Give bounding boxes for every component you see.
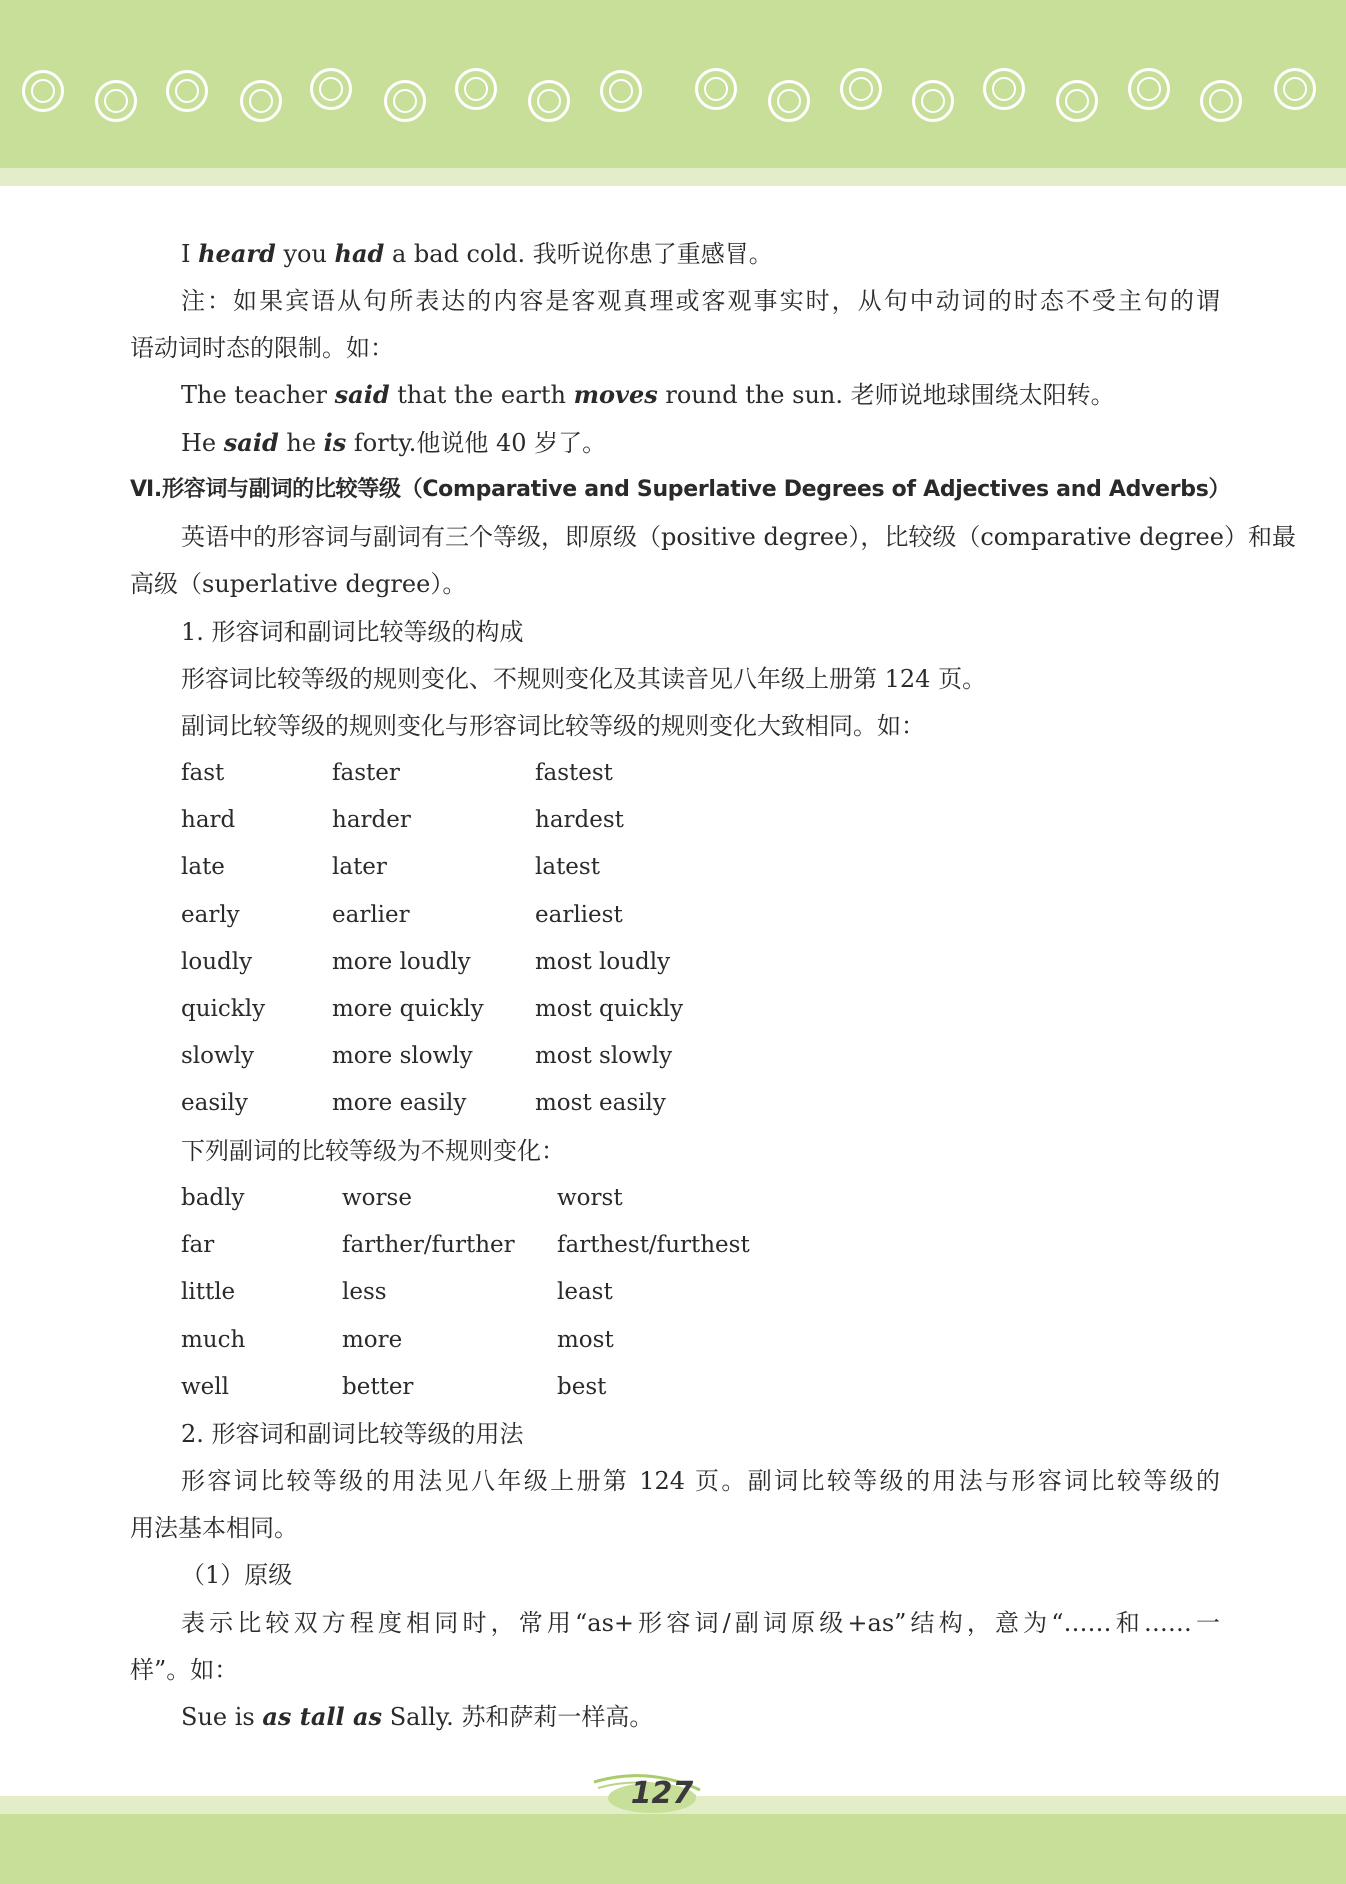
positive-form: slowly	[181, 1043, 255, 1070]
positive-form: badly	[181, 1185, 245, 1211]
irregular-intro: 下列副词的比较等级为不规则变化：	[181, 1137, 565, 1165]
positive-form: easily	[181, 1090, 248, 1117]
page-footer-band	[0, 1814, 1346, 1884]
keyword: had	[334, 239, 385, 268]
ring-icon	[1056, 80, 1098, 122]
subsection-title-usage: 2. 形容词和副词比较等级的用法	[181, 1420, 524, 1448]
superlative-form: most loudly	[535, 948, 671, 975]
intro-paragraph-line1: 英语中的形容词与副词有三个等级，即原级（positive degree），比较级（comparative degree）和最	[181, 523, 1296, 551]
superlative-form: least	[557, 1279, 613, 1306]
superlative-form: most easily	[535, 1090, 666, 1117]
ring-icon	[983, 68, 1025, 110]
formation-paragraph-1: 形容词比较等级的规则变化、不规则变化及其读音见八年级上册第 124 页。	[181, 665, 987, 693]
comparative-form: less	[342, 1279, 387, 1306]
comparative-form: more	[342, 1326, 403, 1353]
ring-icon	[1128, 68, 1170, 110]
keyword: moves	[573, 380, 658, 409]
positive-form: late	[181, 854, 225, 881]
usage-paragraph-line2: 用法基本相同。	[130, 1514, 298, 1542]
keyword: heard	[198, 239, 276, 268]
superlative-form: most slowly	[535, 1043, 673, 1070]
example-sentence-sue: Sue is as tall as Sally. 苏和萨莉一样高。	[181, 1702, 654, 1731]
ring-icon	[240, 80, 282, 122]
superlative-form: earliest	[535, 901, 623, 928]
comparative-form: better	[342, 1373, 414, 1400]
ring-icon	[1200, 80, 1242, 122]
positive-form: loudly	[181, 948, 253, 975]
ring-icon	[310, 68, 352, 110]
ring-icon	[1274, 68, 1316, 110]
positive-paragraph-line1: 表示比较双方程度相同时，常用“as+形容词/副词原级+as”结构，意为“……和……一	[181, 1609, 1220, 1637]
superlative-form: most	[557, 1326, 614, 1353]
example-sentence-forty: He said he is forty.他说他 40 岁了。	[181, 428, 607, 457]
positive-form: much	[181, 1326, 246, 1353]
example-sentence-heard: I heard you had a bad cold. 我听说你患了重感冒。	[181, 239, 773, 268]
keyword: said	[334, 380, 390, 409]
comparative-form: faster	[332, 760, 400, 786]
positive-form: quickly	[181, 996, 266, 1022]
positive-paragraph-line2: 样”。如：	[130, 1656, 239, 1684]
comparative-form: later	[332, 854, 387, 881]
comparative-form: more slowly	[332, 1043, 473, 1070]
positive-form: well	[181, 1373, 230, 1400]
note-paragraph-line2: 语动词时态的限制。如：	[130, 334, 394, 362]
keyword: as tall as	[262, 1702, 383, 1731]
page-number: 127	[630, 1776, 694, 1811]
superlative-form: hardest	[535, 807, 624, 834]
superlative-form: best	[557, 1373, 607, 1400]
positive-form: early	[181, 901, 240, 928]
comparative-form: more loudly	[332, 948, 471, 975]
positive-form: fast	[181, 760, 225, 786]
superlative-form: latest	[535, 854, 600, 881]
comparative-form: worse	[342, 1185, 412, 1211]
page-header-stripe	[0, 168, 1346, 186]
positive-form: little	[181, 1279, 236, 1306]
formation-paragraph-2: 副词比较等级的规则变化与形容词比较等级的规则变化大致相同。如：	[181, 712, 925, 740]
example-sentence-teacher: The teacher said that the earth moves round the sun. 老师说地球围绕太阳转。	[181, 380, 1115, 409]
superlative-form: fastest	[535, 760, 613, 786]
positive-degree-title: （1）原级	[181, 1561, 293, 1589]
section-heading: Ⅵ.形容词与副词的比较等级（Comparative and Superlative Degrees of Adjectives and Adverbs）	[130, 477, 1231, 502]
superlative-form: most quickly	[535, 996, 684, 1022]
superlative-form: farthest/furthest	[557, 1232, 750, 1259]
comparative-form: more easily	[332, 1090, 467, 1117]
intro-paragraph-line2: 高级（superlative degree）。	[130, 570, 467, 598]
keyword: is	[323, 428, 347, 457]
ring-icon	[912, 80, 954, 122]
ring-icon	[695, 68, 737, 110]
superlative-form: worst	[557, 1185, 623, 1211]
ring-icon	[384, 80, 426, 122]
ring-icon	[768, 80, 810, 122]
positive-form: hard	[181, 807, 236, 834]
ring-icon	[455, 68, 497, 110]
positive-form: far	[181, 1232, 215, 1259]
comparative-form: harder	[332, 807, 411, 834]
ring-icon	[528, 80, 570, 122]
ring-icon	[600, 70, 642, 112]
note-paragraph-line1: 注：如果宾语从句所表达的内容是客观真理或客观事实时，从句中动词的时态不受主句的谓	[181, 287, 1220, 315]
keyword: said	[223, 428, 279, 457]
subsection-title-formation: 1. 形容词和副词比较等级的构成	[181, 618, 524, 646]
ring-icon	[22, 70, 64, 112]
ring-icon	[840, 68, 882, 110]
comparative-form: earlier	[332, 901, 410, 928]
comparative-form: farther/further	[342, 1232, 515, 1259]
usage-paragraph-line1: 形容词比较等级的用法见八年级上册第 124 页。副词比较等级的用法与形容词比较等级的	[181, 1467, 1220, 1495]
comparative-form: more quickly	[332, 996, 484, 1022]
ring-icon	[95, 80, 137, 122]
ring-icon	[166, 70, 208, 112]
